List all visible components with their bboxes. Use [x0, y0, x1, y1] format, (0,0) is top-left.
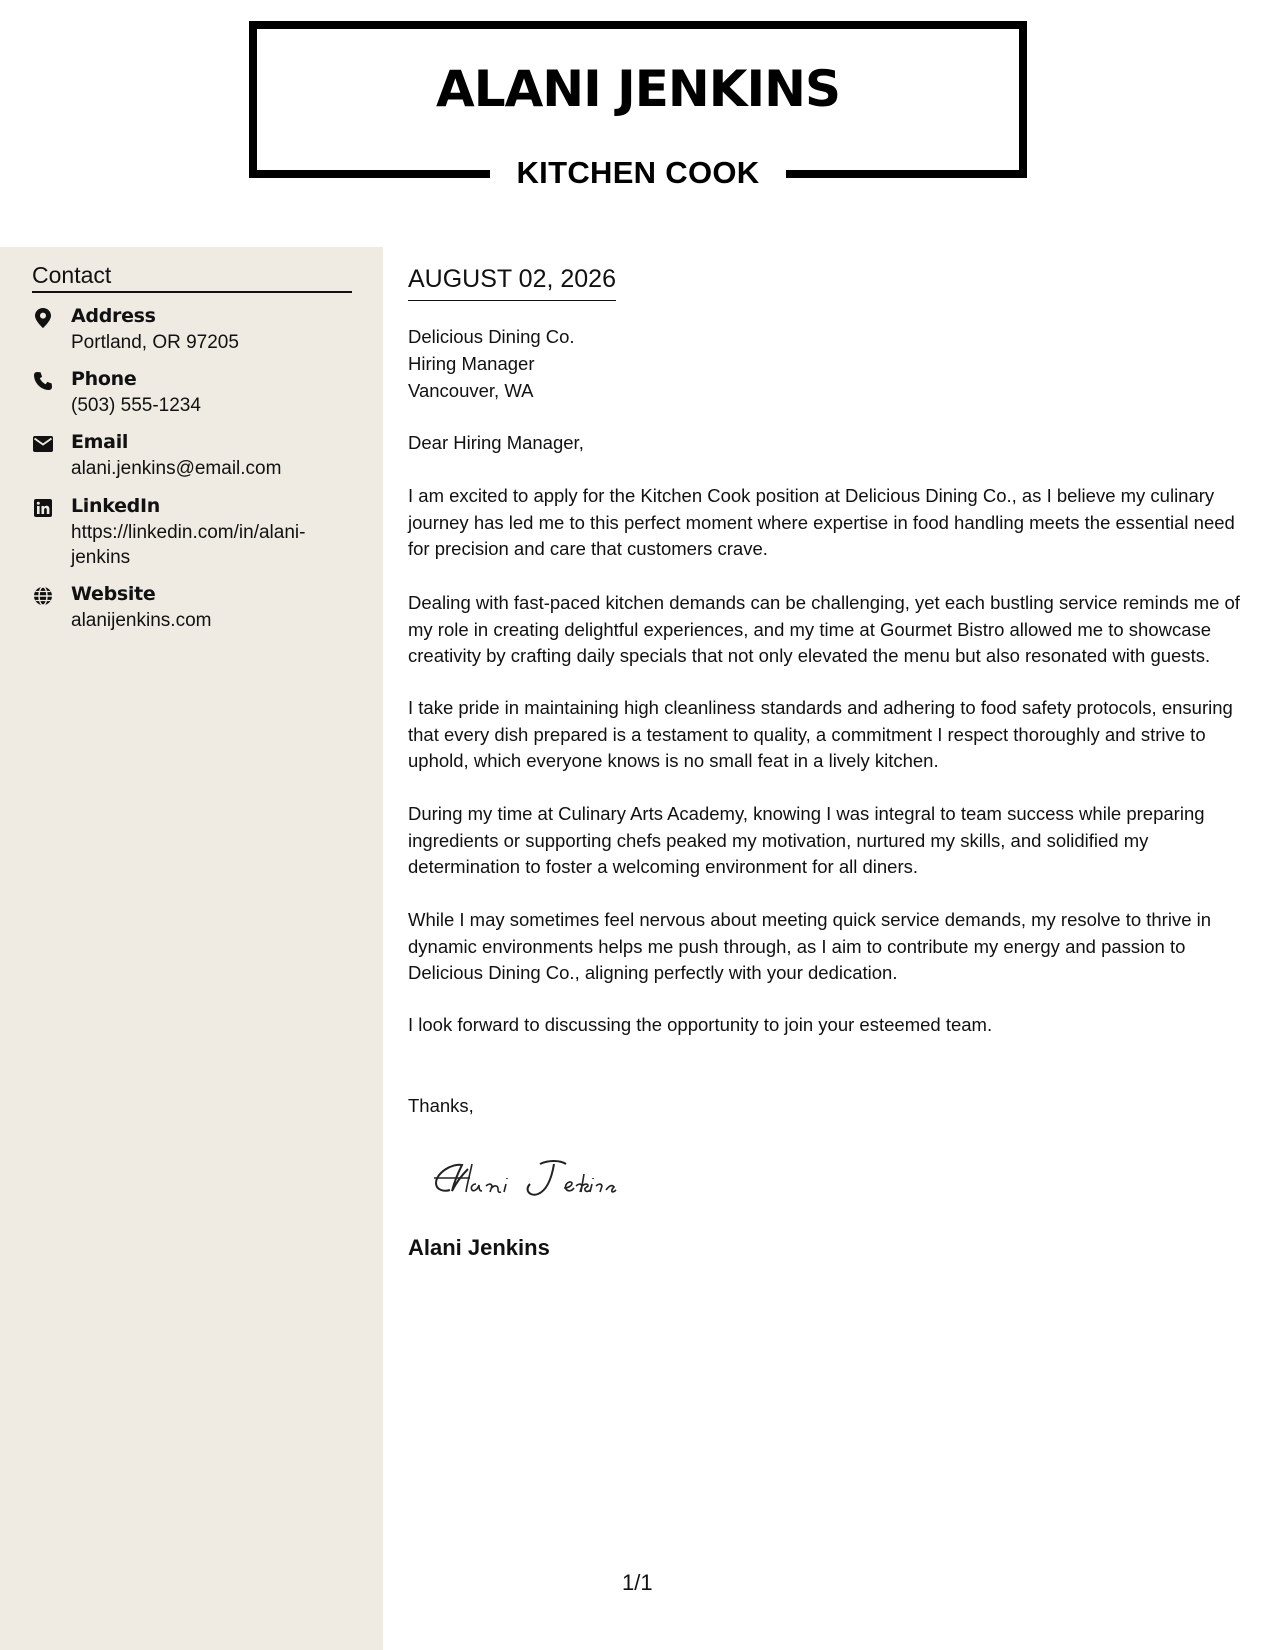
recipient-location: Vancouver, WA	[408, 380, 534, 401]
contact-label: Phone	[71, 368, 137, 390]
contact-item-linkedin	[32, 495, 362, 575]
contact-value: Portland, OR 97205	[71, 332, 239, 353]
contact-label: Website	[71, 583, 156, 605]
contact-item-address	[32, 305, 362, 361]
contact-value: (503) 555-1234	[71, 395, 201, 416]
contact-heading: Contact	[32, 262, 352, 293]
recipient-block	[408, 323, 575, 404]
phone-icon	[32, 370, 54, 392]
applicant-name: ALANI JENKINS	[436, 60, 840, 118]
globe-icon	[32, 585, 54, 607]
letter-paragraph: While I may sometimes feel nervous about meeting quick service demands, my resolve to thrive in dynamic environments helps me push through, as I aim to contribute my energy and passion to Delicious Dining Co., aligning perfectly with your dedication.	[408, 909, 1212, 983]
contact-item-phone	[32, 368, 362, 424]
page-number: 1/1	[622, 1570, 653, 1595]
signer-name: Alani Jenkins	[408, 1235, 550, 1260]
letter-paragraph: During my time at Culinary Arts Academy, knowing I was integral to team success while preparing ingredients or supporting chefs peaked my motivation, nurtured my skills, and solidified my determination to foster a welcoming environment for all diners.	[408, 803, 1205, 877]
contact-label: LinkedIn	[71, 495, 160, 517]
linkedin-icon	[32, 497, 54, 519]
letter-date: AUGUST 02, 2026	[408, 265, 616, 301]
letter-paragraph: Dealing with fast-paced kitchen demands can be challenging, yet each bustling service reminds me of my role in creating delightful experiences, and my time at Gourmet Bistro allowed me to showcase creativity by crafting daily specials that not only elevated the menu but also resonated with guests.	[408, 592, 1240, 666]
contact-item-website	[32, 583, 362, 639]
contact-label: Email	[71, 431, 129, 453]
contact-value: https://linkedin.com/in/alani-jenkins	[71, 522, 306, 568]
recipient-title: Hiring Manager	[408, 353, 535, 374]
contact-value: alani.jenkins@email.com	[71, 458, 282, 479]
contact-value: alanijenkins.com	[71, 610, 212, 631]
contact-item-email	[32, 431, 362, 487]
handwritten-signature	[420, 1148, 660, 1208]
job-title-wrap	[490, 150, 786, 195]
letter-paragraph: I look forward to discussing the opportunity to join your esteemed team.	[408, 1014, 993, 1035]
letter-paragraph: I am excited to apply for the Kitchen Cook position at Delicious Dining Co., as I believe my culinary journey has led me to this perfect moment where expertise in food handling meets the essential need for precision and care that customers crave.	[408, 485, 1235, 559]
envelope-icon	[32, 433, 54, 455]
letter-greeting: Dear Hiring Manager,	[408, 432, 584, 453]
recipient-company: Delicious Dining Co.	[408, 326, 575, 347]
job-title: KITCHEN COOK	[516, 155, 760, 190]
contact-label: Address	[71, 305, 156, 327]
letter-closing: Thanks,	[408, 1095, 474, 1116]
letter-paragraph: I take pride in maintaining high cleanliness standards and adhering to food safety protocols, ensuring that every dish prepared is a testament to quality, a commitment I respect thoroughly and strive to uphold, which everyone knows is no small feat in a lively kitchen.	[408, 697, 1233, 771]
map-pin-icon	[32, 307, 54, 329]
